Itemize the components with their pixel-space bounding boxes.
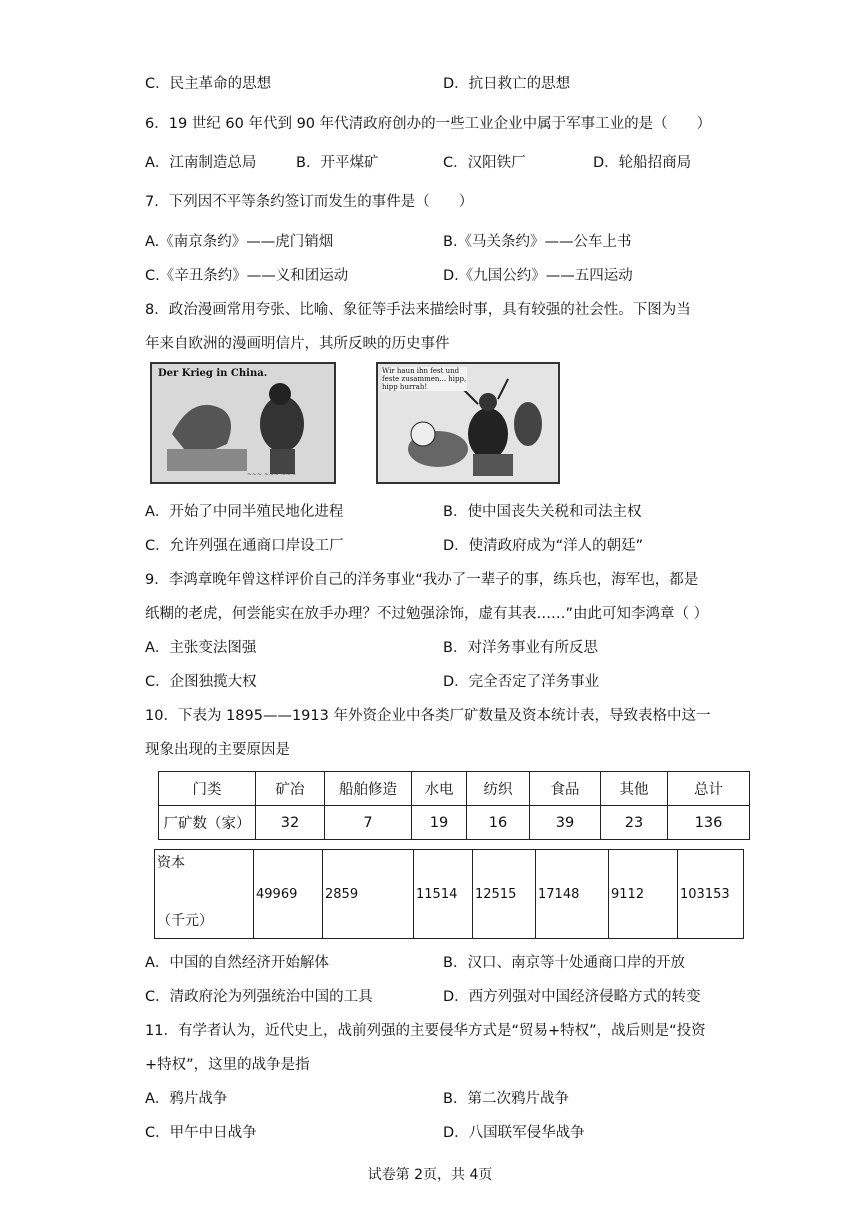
q6-option-d: D．轮船招商局 bbox=[593, 155, 692, 171]
table-cell: 2859 bbox=[323, 850, 414, 939]
q8-stem-line2: 年来自欧洲的漫画明信片，其所反映的历史事件 bbox=[145, 336, 450, 352]
q9-option-c: C．企图独揽大权 bbox=[145, 674, 257, 690]
table-header-cell: 水电 bbox=[412, 772, 467, 806]
q7-stem: 7．下列因不平等条约签订而发生的事件是（ ） bbox=[145, 194, 474, 210]
q8-option-b: B．使中国丧失关税和司法主权 bbox=[443, 504, 642, 520]
table-cell: 103153 bbox=[678, 850, 744, 939]
q7-option-c: C.《辛丑条约》——义和团运动 bbox=[145, 268, 349, 284]
table-cell: 9112 bbox=[609, 850, 678, 939]
q11-stem-line2: +特权”，这里的战争是指 bbox=[145, 1057, 310, 1073]
cartoon-2-caption: Wir haun ihn fest und feste zusammen... hipp, hipp hurrah! bbox=[382, 367, 467, 391]
table-header-cell: 总计 bbox=[668, 772, 750, 806]
q7-option-d: D.《九国公约》——五四运动 bbox=[443, 268, 633, 284]
capital-label-cell bbox=[155, 850, 254, 939]
table-header-cell: 食品 bbox=[530, 772, 601, 806]
table-cell: 7 bbox=[325, 806, 412, 840]
svg-text:~~~ ~~~ ~~~: ~~~ ~~~ ~~~ bbox=[247, 471, 297, 478]
table-cell: 12515 bbox=[473, 850, 536, 939]
cartoon-postcard-1 bbox=[150, 362, 336, 484]
table-header-cell: 纺织 bbox=[467, 772, 530, 806]
cartoon-postcard-2 bbox=[376, 362, 560, 484]
table-header-cell: 矿冶 bbox=[256, 772, 325, 806]
q7-option-a: A.《南京条约》——虎门销烟 bbox=[145, 234, 334, 250]
q8-option-c: C．允许列强在通商口岸设工厂 bbox=[145, 538, 344, 554]
q9-stem-line2: 纸糊的老虎，何尝能实在放手办理？不过勉强涂饰，虚有其表……”由此可知李鸿章（ ） bbox=[145, 606, 709, 622]
q5-option-c: C．民主革命的思想 bbox=[145, 76, 272, 92]
cartoon-1-title: Der Krieg in China. bbox=[158, 368, 268, 379]
table-cell: 11514 bbox=[414, 850, 473, 939]
q11-stem-line1: 11．有学者认为，近代史上，战前列强的主要侵华方式是“贸易+特权”，战后则是“投资 bbox=[145, 1023, 706, 1039]
table-cell: 39 bbox=[530, 806, 601, 840]
q7-option-b: B.《马关条约》——公车上书 bbox=[443, 234, 632, 250]
q6-option-b: B．开平煤矿 bbox=[296, 155, 379, 171]
capital-label-bottom: （千元） bbox=[157, 913, 213, 929]
q10-option-c: C．清政府沦为列强统治中国的工具 bbox=[145, 989, 373, 1005]
q10-option-a: A．中国的自然经济开始解体 bbox=[145, 955, 329, 971]
q11-option-a: A．鸦片战争 bbox=[145, 1091, 228, 1107]
stats-table-capital bbox=[154, 849, 744, 939]
table-cell: 厂矿数（家） bbox=[159, 806, 256, 840]
table-cell: 136 bbox=[668, 806, 750, 840]
table-cell: 23 bbox=[601, 806, 668, 840]
stats-table-header bbox=[158, 771, 750, 840]
q9-stem-line1: 9．李鸿章晚年曾这样评价自己的洋务事业“我办了一辈子的事，练兵也，海军也，都是 bbox=[145, 572, 699, 588]
table-cell: 19 bbox=[412, 806, 467, 840]
q10-stem-line1: 10．下表为 1895——1913 年外资企业中各类厂矿数量及资本统计表，导致表格中这一 bbox=[145, 708, 711, 724]
q11-option-c: C．甲午中日战争 bbox=[145, 1125, 257, 1141]
q10-option-d: D．西方列强对中国经济侵略方式的转变 bbox=[443, 989, 701, 1005]
q6-option-c: C．汉阳铁厂 bbox=[443, 155, 526, 171]
table-header-cell: 其他 bbox=[601, 772, 668, 806]
q6-stem: 6．19 世纪 60 年代到 90 年代清政府创办的一些工业企业中属于军事工业的是（ ） bbox=[145, 116, 712, 132]
page-footer: 试卷第 2页，共 4页 bbox=[367, 1167, 493, 1183]
q10-option-b: B．汉口、南京等十处通商口岸的开放 bbox=[443, 955, 685, 971]
q10-stem-line2: 现象出现的主要原因是 bbox=[145, 742, 290, 758]
capital-label-top: 资本 bbox=[157, 855, 185, 871]
table-cell: 17148 bbox=[536, 850, 609, 939]
table-header-cell: 船舶修造 bbox=[325, 772, 412, 806]
q11-option-d: D．八国联军侵华战争 bbox=[443, 1125, 585, 1141]
q11-option-b: B．第二次鸦片战争 bbox=[443, 1091, 569, 1107]
q9-option-d: D．完全否定了洋务事业 bbox=[443, 674, 600, 690]
table-header-cell: 门类 bbox=[159, 772, 256, 806]
q8-option-d: D．使清政府成为“洋人的朝廷” bbox=[443, 538, 644, 554]
q9-option-a: A．主张变法图强 bbox=[145, 640, 257, 656]
cartoon-1-drawing bbox=[152, 364, 334, 482]
table-cell: 49969 bbox=[254, 850, 323, 939]
q5-option-d: D．抗日救亡的思想 bbox=[443, 76, 571, 92]
q8-stem-line1: 8．政治漫画常用夸张、比喻、象征等手法来描绘时事，具有较强的社会性。下图为当 bbox=[145, 302, 691, 318]
table-cell: 16 bbox=[467, 806, 530, 840]
table-cell: 32 bbox=[256, 806, 325, 840]
q9-option-b: B．对洋务事业有所反思 bbox=[443, 640, 598, 656]
q6-option-a: A．江南制造总局 bbox=[145, 155, 257, 171]
q8-option-a: A．开始了中同半殖民地化进程 bbox=[145, 504, 344, 520]
